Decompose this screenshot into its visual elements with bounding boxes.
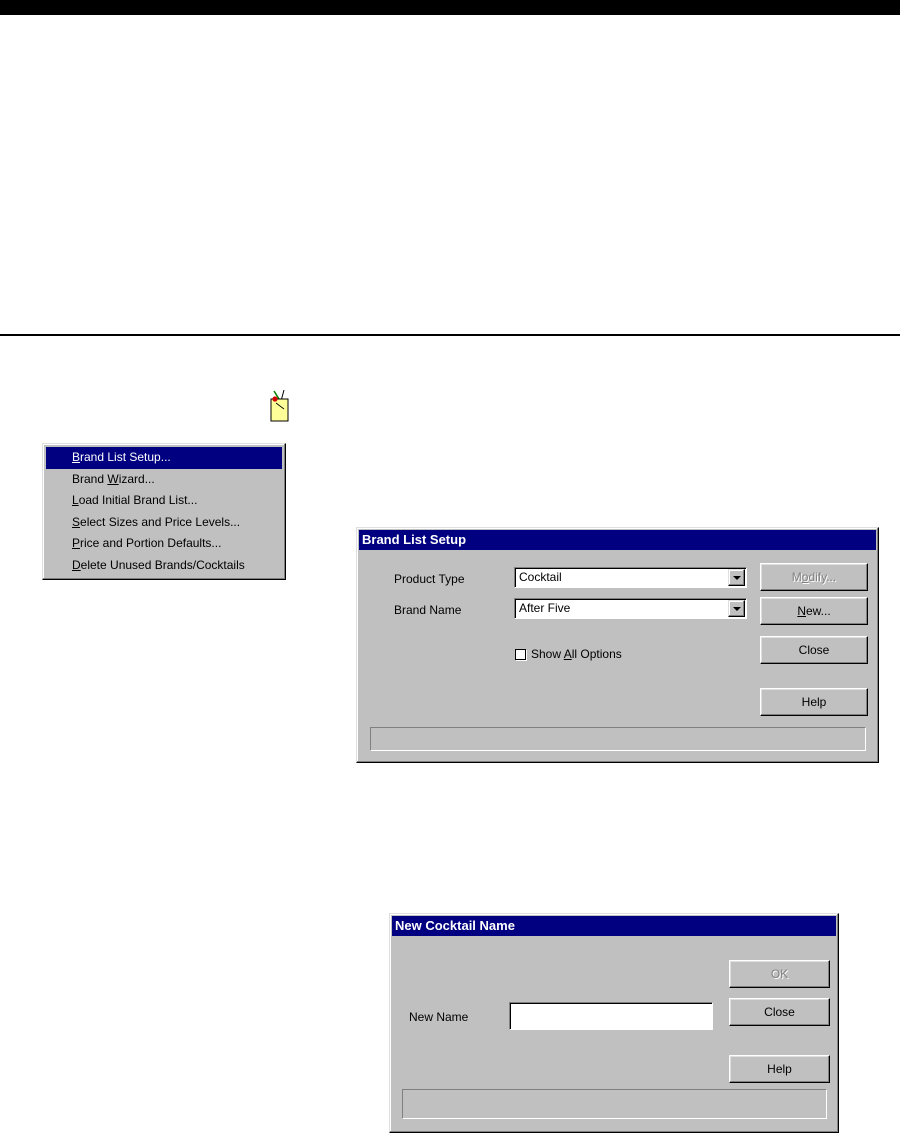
ok-button[interactable]: OK (729, 960, 830, 988)
menu-item-brand-list-setup[interactable]: Brand List Setup... (46, 447, 282, 469)
help-button[interactable]: Help (760, 688, 868, 716)
top-black-bar (0, 0, 900, 15)
brand-list-setup-dialog (356, 527, 879, 763)
menu-item-load-initial-brand-list[interactable]: Load Initial Brand List... (72, 493, 198, 507)
new-cocktail-name-dialog (389, 913, 839, 1133)
brand-name-select[interactable] (514, 598, 747, 619)
show-all-options-checkbox[interactable] (515, 649, 526, 660)
menu-item-brand-wizard[interactable]: Brand Wizard... (72, 471, 155, 486)
dialog-title: New Cocktail Name (392, 916, 836, 936)
chevron-down-icon[interactable] (728, 569, 745, 586)
close-button[interactable]: Close (729, 998, 830, 1026)
show-all-options-label[interactable]: Show All Options (531, 647, 622, 661)
dialog-title: Brand List Setup (359, 530, 876, 550)
menu-item-price-portion-defaults[interactable]: Price and Portion Defaults... (72, 536, 222, 550)
status-bar (402, 1089, 827, 1119)
product-type-label: Product Type (394, 572, 465, 586)
product-type-select[interactable] (514, 567, 747, 588)
modify-button[interactable]: Modify... (760, 563, 868, 591)
cocktail-glass-icon (268, 389, 292, 425)
new-button[interactable]: New... (760, 597, 868, 625)
menu-item-delete-unused[interactable]: Delete Unused Brands/Cocktails (72, 557, 245, 572)
chevron-down-icon[interactable] (728, 600, 745, 617)
close-button[interactable]: Close (760, 636, 868, 664)
brand-menu (42, 443, 286, 580)
brand-name-value: After Five (519, 601, 571, 615)
brand-name-label: Brand Name (394, 603, 462, 617)
new-name-label: New Name (409, 1010, 469, 1024)
status-bar (370, 727, 866, 751)
product-type-value: Cocktail (519, 570, 562, 584)
help-button[interactable]: Help (729, 1055, 830, 1083)
menu-item-select-sizes-price-levels[interactable]: Select Sizes and Price Levels... (72, 514, 241, 529)
new-name-input[interactable] (509, 1002, 713, 1030)
horizontal-rule (0, 334, 900, 336)
